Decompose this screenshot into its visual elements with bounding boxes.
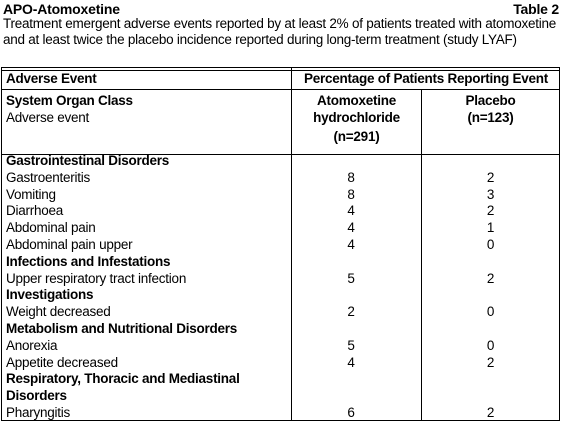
event-label: Appetite decreased bbox=[6, 354, 118, 370]
event-label: Weight decreased bbox=[6, 304, 111, 320]
placebo-value: 0 bbox=[486, 237, 495, 252]
placebo-value: 2 bbox=[486, 169, 495, 185]
section-heading: Metabolism and Nutritional Disorders bbox=[6, 321, 238, 336]
atomoxetine-value: 5 bbox=[347, 337, 355, 353]
atomoxetine-value: 4 bbox=[347, 203, 355, 219]
atomoxetine-value: 2 bbox=[347, 304, 355, 320]
placebo-value: 3 bbox=[486, 186, 495, 202]
adverse-event-header: Adverse Event bbox=[6, 71, 97, 86]
placebo-header-line2: (n=123) bbox=[467, 110, 514, 125]
event-label: Diarrhoea bbox=[6, 203, 64, 219]
event-label: Vomiting bbox=[6, 186, 56, 202]
atomoxetine-value: 8 bbox=[347, 169, 355, 185]
event-label: Abdominal pain upper bbox=[6, 237, 133, 252]
adverse-events-table bbox=[1, 67, 560, 421]
placebo-value: 0 bbox=[486, 304, 495, 320]
atomoxetine-value: 8 bbox=[347, 186, 355, 202]
event-label: Anorexia bbox=[6, 337, 58, 353]
section-heading: Gastrointestinal Disorders bbox=[6, 153, 170, 168]
placebo-value: 2 bbox=[486, 203, 495, 219]
placebo-header-line1: Placebo bbox=[465, 93, 516, 108]
atomoxetine-value: 4 bbox=[347, 237, 355, 252]
placebo-value: 2 bbox=[486, 405, 495, 420]
percentage-group-header: Percentage of Patients Reporting Event bbox=[303, 71, 549, 86]
event-label: Upper respiratory tract infection bbox=[6, 270, 187, 286]
section-heading: Respiratory, Thoracic and Mediastinal Disorders bbox=[6, 371, 240, 403]
event-label: Pharyngitis bbox=[6, 405, 71, 420]
product-name: APO-Atomoxetine bbox=[3, 1, 120, 17]
adverse-event-subheader: Adverse event bbox=[6, 110, 90, 125]
atomoxetine-header-line3: (n=291) bbox=[333, 129, 380, 144]
section-heading: Investigations bbox=[6, 287, 94, 303]
atomoxetine-header-line2: hydrochloride bbox=[313, 110, 400, 125]
atomoxetine-value: 5 bbox=[347, 270, 355, 286]
atomoxetine-value: 4 bbox=[347, 220, 355, 236]
event-label: Gastroenteritis bbox=[6, 169, 91, 185]
atomoxetine-value: 4 bbox=[347, 354, 355, 370]
table-caption: Treatment emergent adverse events reported by at least 2% of patients treated with atomoxetine and at least twice the placebo incidence reported during long-term treatment (study LYAF) bbox=[3, 16, 557, 47]
placebo-value: 2 bbox=[486, 354, 495, 370]
placebo-value: 1 bbox=[486, 220, 495, 236]
header-divider bbox=[2, 89, 559, 90]
section-heading: Infections and Infestations bbox=[6, 253, 171, 269]
table-label: Table 2 bbox=[513, 1, 559, 17]
atomoxetine-header-line1: Atomoxetine bbox=[316, 93, 396, 108]
document-header bbox=[3, 1, 559, 17]
event-label: Abdominal pain bbox=[6, 220, 96, 236]
system-organ-class-header: System Organ Class bbox=[6, 93, 133, 108]
placebo-value: 0 bbox=[486, 337, 495, 353]
placebo-value: 2 bbox=[486, 270, 495, 286]
atomoxetine-value: 6 bbox=[347, 405, 355, 420]
